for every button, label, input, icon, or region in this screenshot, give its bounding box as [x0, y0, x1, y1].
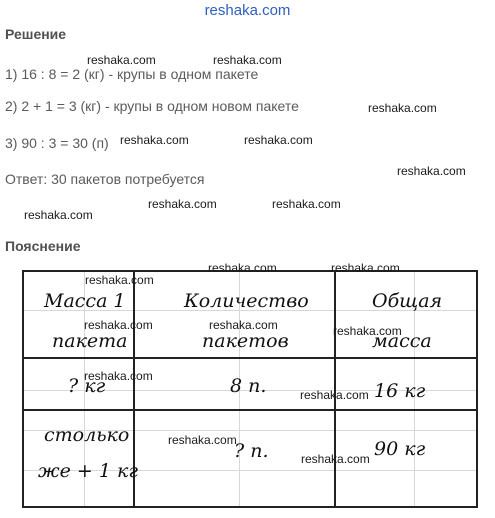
- solution-line-1: 1) 16 : 8 = 2 (кг) - крупы в одном пакете: [5, 66, 259, 82]
- watermark: reshaka.com: [300, 388, 369, 402]
- row-divider: [24, 357, 476, 359]
- cell-r2-mass-line1: столько: [44, 424, 130, 446]
- explanation-table: [22, 270, 478, 508]
- watermark: reshaka.com: [87, 53, 156, 67]
- cell-r1-total: 16 кг: [374, 380, 426, 402]
- header-total-line1: Общая: [372, 290, 443, 312]
- solution-line-2: 2) 2 + 1 = 3 (кг) - крупы в одном новом пакете: [5, 98, 299, 114]
- watermark: reshaka.com: [24, 208, 93, 222]
- explanation-heading: Пояснение: [5, 238, 81, 254]
- watermark: reshaka.com: [84, 318, 153, 332]
- watermark: reshaka.com: [213, 53, 282, 67]
- watermark: reshaka.com: [208, 261, 277, 275]
- cell-r1-mass: ? кг: [68, 375, 106, 397]
- cell-r2-total: 90 кг: [374, 438, 426, 460]
- header-total-line2: масса: [372, 330, 432, 352]
- site-header-link[interactable]: reshaka.com: [204, 2, 291, 19]
- watermark: reshaka.com: [331, 261, 400, 275]
- cell-r1-count: 8 п.: [230, 375, 267, 397]
- watermark: reshaka.com: [397, 164, 466, 178]
- cell-r2-count: ? п.: [234, 440, 269, 462]
- watermark: reshaka.com: [84, 369, 153, 383]
- watermark: reshaka.com: [368, 101, 437, 115]
- watermark: reshaka.com: [333, 324, 402, 338]
- watermark: reshaka.com: [301, 452, 370, 466]
- watermark: reshaka.com: [244, 133, 313, 147]
- watermark: reshaka.com: [209, 318, 278, 332]
- watermark: reshaka.com: [120, 133, 189, 147]
- cell-r2-mass-line2: же + 1 кг: [38, 460, 138, 482]
- solution-line-3: 3) 90 : 3 = 30 (п): [5, 135, 109, 151]
- watermark: reshaka.com: [272, 197, 341, 211]
- header-count-line2: пакетов: [202, 330, 289, 352]
- header-mass-one-line2: пакета: [52, 330, 128, 352]
- answer-line: Ответ: 30 пакетов потребуется: [5, 171, 205, 187]
- watermark: reshaka.com: [168, 433, 237, 447]
- row-divider: [24, 409, 476, 411]
- header-count-line1: Количество: [184, 290, 309, 312]
- watermark: reshaka.com: [85, 273, 154, 287]
- watermark: reshaka.com: [148, 197, 217, 211]
- solution-heading: Решение: [5, 26, 67, 42]
- header-mass-one-line1: Масса 1: [44, 290, 126, 312]
